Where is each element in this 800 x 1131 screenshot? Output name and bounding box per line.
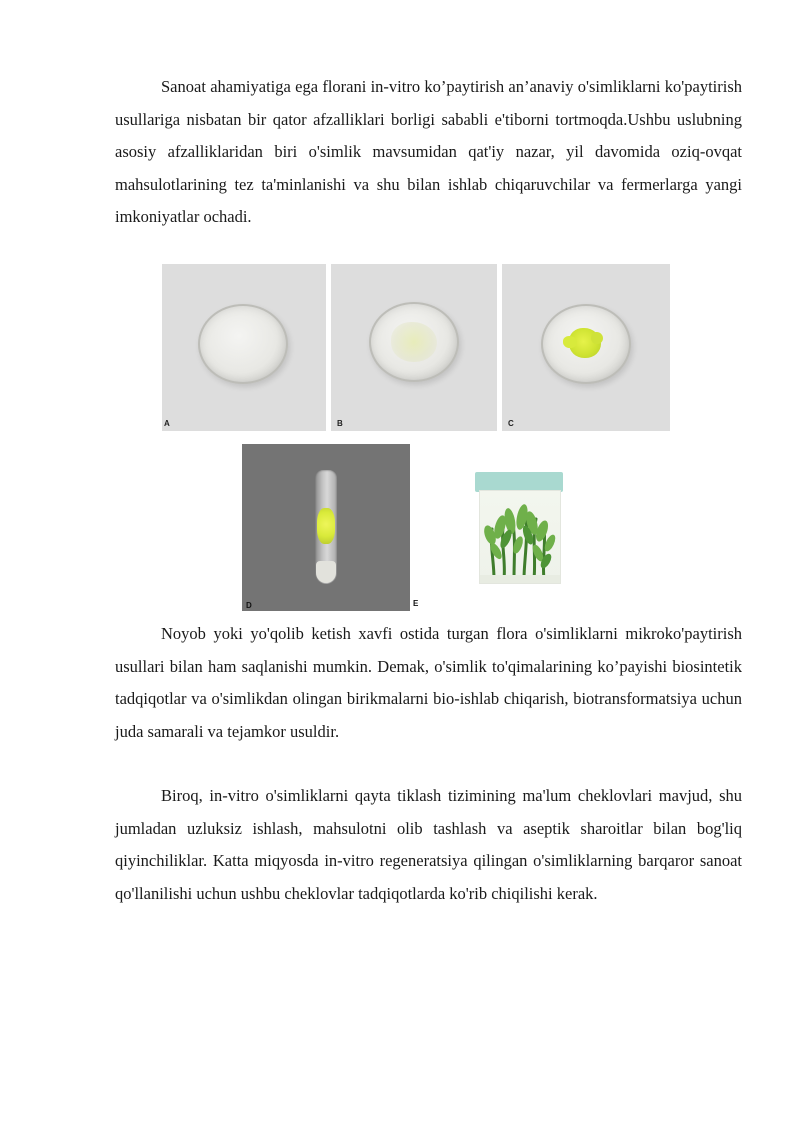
paragraph-conservation: Noyob yoki yo'qolib ketish xavfi ostida turgan flora o'simliklarni mikroko'paytirish usullari bilan ham saqlanishi mumkin. Demak, o'simlik to'qimalarining ko’payishi biosintetik tadqiqotlar va o'simlikdan olingan birikmalarni bio-ishlab chiqarish, biotransformatsiya uchun juda samarali va tejamkor usuldir. <box>115 624 742 741</box>
culture-container-image <box>479 490 561 584</box>
figure-panel-b <box>331 264 497 431</box>
panel-label-c: C <box>508 419 514 428</box>
figure-panel-e <box>475 472 565 584</box>
culture-tube-image <box>315 470 337 584</box>
paragraph-intro: Sanoat ahamiyatiga ega florani in-vitro ko’paytirish an’anaviy o'simliklarni ko'paytirish usullariga nisbatan bir qator afzalliklari borligi sababli e'tiborni tortmoqda.Ushbu uslubning asosiy afzalliklaridan biri o'simlik mavsumidan qat'iy nazar, yil davomida oziq-ovqat mahsulotlarining tez ta'minlanishi va shu bilan ishlab chiqaruvchilar va fermerlarga yangi imkoniyatlar ochadi. <box>115 77 742 226</box>
callus-tissue <box>591 332 603 344</box>
petri-dish-image <box>369 302 459 382</box>
plantlet-tissue <box>317 508 335 544</box>
panel-label-b: B <box>337 419 343 428</box>
figure-panel-a <box>162 264 326 431</box>
figure-panel-c <box>502 264 670 431</box>
plant-shoots-icon <box>480 491 560 583</box>
panel-label-d: D <box>246 601 252 610</box>
medium-layer <box>316 561 336 583</box>
container-lid <box>475 472 563 492</box>
paragraph-limitations: Biroq, in-vitro o'simliklarni qayta tiklash tizimining ma'lum cheklovlari mavjud, shu jumladan uzluksiz ishlash, mahsulotni olib tashlash va aseptik sharoitlar bilan bog'liq qiyinchiliklar. Katta miqyosda in-vitro regeneratsiya qilingan o'simliklarning barqaror sanoat qo'llanilishi uchun ushbu cheklovlar tadqiqotlarda ko'rib chiqilishi kerak. <box>115 786 742 903</box>
panel-label-e: E <box>413 599 419 608</box>
panel-label-a: A <box>164 419 170 428</box>
petri-dish-image <box>541 304 631 384</box>
explant-tissue <box>391 322 437 362</box>
callus-tissue <box>563 336 577 348</box>
petri-dish-image <box>198 304 288 384</box>
figure-panel-d <box>242 444 410 611</box>
